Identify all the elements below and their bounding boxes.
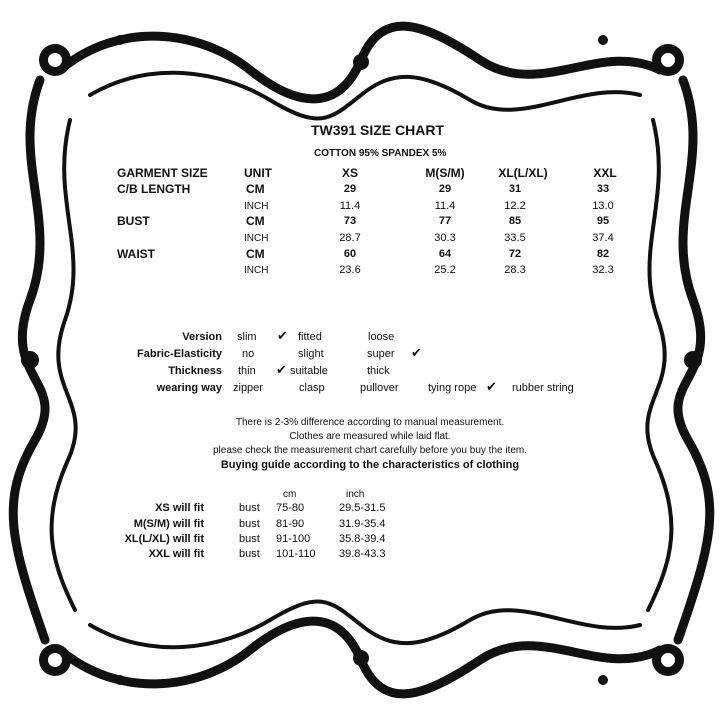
header-unit: UNIT [244,166,272,180]
cell-value: 33.5 [504,232,526,244]
cell-value: 28.3 [504,264,526,276]
guide-cm: 75-80 [276,502,305,514]
unit-inch: INCH [244,233,269,244]
note-line: Clothes are measured while laid flat. [289,431,451,442]
check-mark-icon: ✔ [276,362,287,377]
feature-label-fabric-elasticity: Fabric-Elasticity [137,348,222,360]
feature-label-thickness: Thickness [168,365,222,377]
guide-part: bust [239,502,260,514]
cell-value: 11.4 [339,200,361,212]
feature-option: suitable [290,365,328,377]
cell-value: 29 [343,183,357,195]
cell-value: 13.0 [592,200,614,212]
cell-value: 12.2 [504,200,526,212]
check-mark-icon: ✔ [277,328,288,343]
feature-option: slim [237,331,257,343]
guide-label: XS will fit [155,502,204,514]
feature-option: thick [367,365,390,377]
cell-value: 29 [438,183,452,195]
cell-value: 73 [343,215,357,227]
note-line: There is 2-3% difference according to manual measurement. [235,417,505,428]
row-label-bust: BUST [117,214,150,228]
cell-value: 23.6 [339,264,361,276]
guide-inch: 35.8-39.4 [339,533,386,545]
cell-value: 37.4 [592,232,614,244]
feature-option: thin [238,365,256,377]
unit-inch: INCH [244,201,269,212]
feature-option: clasp [299,382,325,394]
feature-option: pullover [360,382,399,394]
guide-label: XXL will fit [148,548,204,560]
guide-label: XL(L/XL) will fit [124,533,204,545]
unit-cm: CM [246,247,265,261]
check-mark-icon: ✔ [486,379,497,394]
guide-part: bust [239,533,260,545]
material-subtitle: COTTON 95% SPANDEX 5% [314,148,447,159]
cell-value: 32.3 [592,264,614,276]
row-label-cb-length: C/B LENGTH [117,182,191,196]
feature-option: zipper [233,382,263,394]
guide-inch: 39.8-43.3 [339,548,386,560]
feature-option: tying rope [428,382,477,394]
feature-label-version: Version [182,331,222,343]
cell-value: 25.2 [434,264,456,276]
cell-value: 33 [596,183,610,195]
feature-option: no [242,348,255,360]
unit-cm: CM [246,214,265,228]
cell-value: 11.4 [434,200,456,212]
cell-value: 60 [343,248,357,260]
row-label-waist: WAIST [117,247,155,261]
feature-label-wearing-way: wearing way [156,382,222,394]
guide-col-inch: inch [346,489,365,500]
header-xxl: XXL [593,166,617,180]
cell-value: 64 [438,248,452,260]
cell-value: 72 [508,248,522,260]
cell-value: 82 [596,248,610,260]
header-garment-size: GARMENT SIZE [117,166,208,180]
guide-inch: 29.5-31.5 [339,502,386,514]
unit-cm: CM [246,182,265,196]
guide-part: bust [239,548,260,560]
chart-title: TW391 SIZE CHART [311,122,445,138]
feature-option: super [367,348,395,360]
unit-inch: INCH [244,265,269,276]
guide-col-cm: cm [283,489,297,500]
note-line: please check the measurement chart carefully before you buy the item. [212,445,528,456]
guide-part: bust [239,518,260,530]
cell-value: 30.3 [434,232,456,244]
feature-option: rubber string [512,382,574,394]
feature-option: loose [368,331,395,343]
guide-label: M(S/M) will fit [133,518,204,530]
header-xl: XL(L/XL) [498,166,548,180]
cell-value: 95 [596,215,610,227]
cell-value: 85 [508,215,522,227]
guide-cm: 91-100 [276,533,311,545]
header-xs: XS [341,166,358,180]
cell-value: 28.7 [339,232,361,244]
check-mark-icon: ✔ [411,345,422,360]
feature-option: fitted [298,331,322,343]
guide-cm: 81-90 [276,518,305,530]
header-m: M(S/M) [425,166,465,180]
buying-guide-title: Buying guide according to the characteristics of clothing [220,459,520,471]
feature-option: slight [298,348,324,360]
guide-inch: 31.9-35.4 [339,518,386,530]
cell-value: 77 [438,215,452,227]
cell-value: 31 [508,183,522,195]
guide-cm: 101-110 [276,548,316,560]
